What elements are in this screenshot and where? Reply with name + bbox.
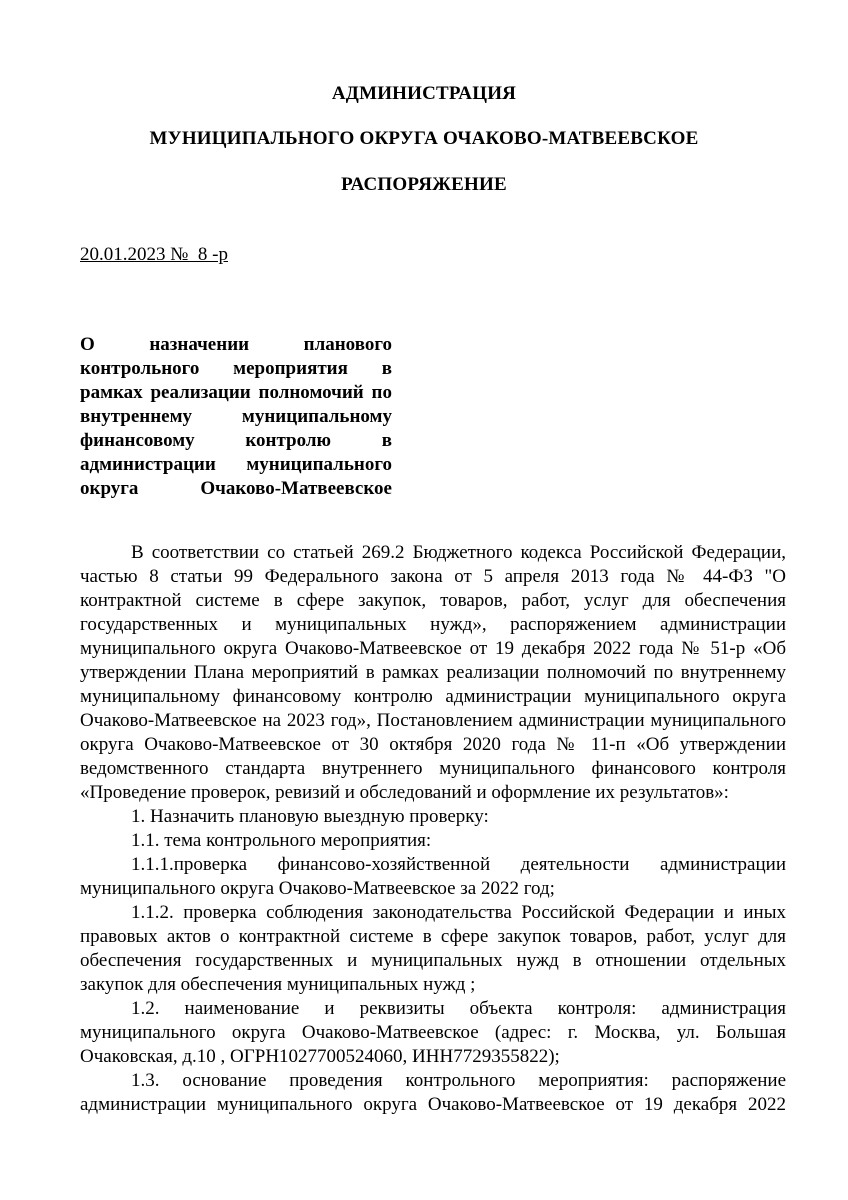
org-title-line2: МУНИЦИПАЛЬНОГО ОКРУГА ОЧАКОВО-МАТВЕЕВСКОЕ	[149, 128, 699, 149]
body-paragraph-1: 1. Назначить плановую выездную проверку:	[131, 806, 489, 827]
document-body	[80, 541, 786, 1117]
document-date-number: 20.01.2023 № 8 -р	[80, 244, 228, 265]
body-paragraph-1-1-1: 1.1.1.проверка финансово-хозяйственной деятельности администрации муниципального округа Очаково-Матвеевское за 2022 год;	[80, 854, 786, 899]
document-subject-text: О назначении планового контрольного мероприятия в рамках реализации полномочий по внутреннему муниципальному финансовому контролю в администрации муниципального округа Очаково-Матвеевское	[80, 334, 392, 499]
body-paragraph-1-2: 1.2. наименование и реквизиты объекта контроля: администрация муниципального округа Очаково-Матвеевское (адрес: г. Москва, ул. Большая Очаковская, д.10 , ОГРН1027700524060, ИНН7729355822);	[80, 998, 786, 1067]
body-paragraph-1-1: 1.1. тема контрольного мероприятия:	[131, 830, 432, 851]
body-paragraph-preamble: В соответствии со статьей 269.2 Бюджетного кодекса Российской Федерации, частью 8 статьи 99 Федерального закона от 5 апреля 2013 года № 44-ФЗ "О контрактной системе в сфере закупок, товаров, работ, услуг для обеспечения государственных и муниципальных нужд», распоряжением администрации муниципального округа Очаково-Матвеевское от 19 декабря 2022 года № 51-р «Об утверждении Плана мероприятий в рамках реализации полномочий по внутреннему муниципальному финансовому контролю администрации муниципального округа Очаково-Матвеевское на 2023 год», Постановлением администрации муниципального округа Очаково-Матвеевское от 30 октября 2020 года № 11-п «Об утверждении ведомственного стандарта внутреннего муниципального финансового контроля «Проведение проверок, ревизий и обследований и оформление их результатов»:	[80, 542, 786, 803]
document-type-title: РАСПОРЯЖЕНИЕ	[341, 174, 507, 195]
document-subject	[80, 333, 392, 501]
body-paragraph-1-3: 1.3. основание проведения контрольного мероприятия: распоряжение администрации муниципального округа Очаково-Матвеевское от 19 декабря 2022	[80, 1070, 786, 1115]
org-title-line1: АДМИНИСТРАЦИЯ	[331, 83, 517, 104]
body-paragraph-1-1-2: 1.1.2. проверка соблюдения законодательства Российской Федерации и иных правовых актов о контрактной системе в сфере закупок товаров, работ, услуг для обеспечения государственных и муниципальных нужд в отношении отдельных закупок для обеспечения муниципальных нужд ;	[80, 902, 786, 995]
